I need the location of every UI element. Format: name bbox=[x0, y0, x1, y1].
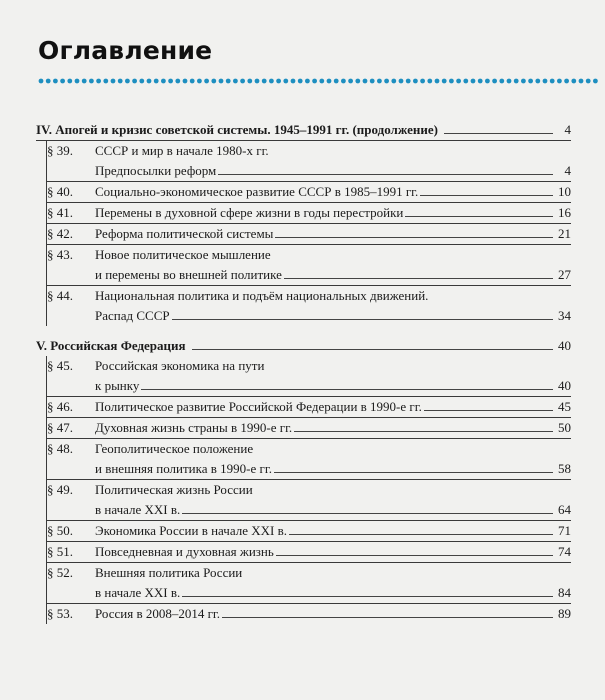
section-heading[interactable] bbox=[36, 336, 571, 356]
divider-dot bbox=[118, 79, 123, 84]
divider-dot bbox=[535, 79, 540, 84]
entry-body bbox=[95, 397, 571, 417]
entry-number: § 48. bbox=[47, 441, 73, 456]
entry-text: СССР и мир в начале 1980-х гг. bbox=[95, 143, 269, 158]
entry-text: Реформа политической системы bbox=[95, 226, 274, 241]
section-page: 40 bbox=[558, 338, 571, 353]
dot-leader bbox=[444, 133, 553, 134]
entry-number: § 42. bbox=[47, 226, 73, 241]
divider-dot bbox=[514, 79, 519, 84]
entry-line bbox=[95, 604, 571, 624]
divider-dot bbox=[348, 79, 353, 84]
divider-dot bbox=[240, 79, 245, 84]
entry-page: 21 bbox=[558, 226, 571, 241]
divider-dot bbox=[557, 79, 562, 84]
divider-dot bbox=[319, 79, 324, 84]
entry-line bbox=[95, 182, 571, 202]
toc-entry[interactable] bbox=[47, 520, 571, 541]
entry-line bbox=[95, 500, 571, 520]
entry-line bbox=[95, 286, 571, 306]
entry-text: к рынку bbox=[95, 378, 140, 393]
divider-dot bbox=[377, 79, 382, 84]
divider-dot bbox=[168, 79, 173, 84]
divider-dot bbox=[96, 79, 101, 84]
entry-number: § 51. bbox=[47, 544, 73, 559]
entry-page: 10 bbox=[558, 184, 571, 199]
entry-line bbox=[95, 265, 571, 285]
divider-dot bbox=[334, 79, 339, 84]
divider-dot bbox=[154, 79, 159, 84]
divider-dot bbox=[391, 79, 396, 84]
divider-dot bbox=[341, 79, 346, 84]
divider-dot bbox=[363, 79, 368, 84]
toc-entry[interactable] bbox=[47, 202, 571, 223]
entry-page: 40 bbox=[558, 378, 571, 393]
divider-dot bbox=[413, 79, 418, 84]
entry-number: § 47. bbox=[47, 420, 73, 435]
divider-dot bbox=[219, 79, 224, 84]
section-heading[interactable] bbox=[36, 120, 571, 141]
dot-leader bbox=[222, 617, 553, 618]
divider-dot bbox=[132, 79, 137, 84]
entry-text: Повседневная и духовная жизнь bbox=[95, 544, 274, 559]
entry-number: § 41. bbox=[47, 205, 73, 220]
divider-dot bbox=[60, 79, 65, 84]
entry-page: 74 bbox=[558, 544, 571, 559]
divider-dot bbox=[571, 79, 576, 84]
entry-page: 34 bbox=[558, 308, 571, 323]
entry-page: 4 bbox=[564, 163, 571, 178]
entry-text: Социально-экономическое развитие СССР в 1985–1991 гг. bbox=[95, 184, 419, 199]
toc-entry[interactable] bbox=[47, 603, 571, 624]
entry-text: Политическая жизнь России bbox=[95, 482, 253, 497]
entry-page: 50 bbox=[558, 420, 571, 435]
dot-leader bbox=[420, 195, 553, 196]
divider-dot bbox=[327, 79, 332, 84]
entry-line bbox=[95, 306, 571, 326]
entry-number: § 50. bbox=[47, 523, 73, 538]
entry-body bbox=[95, 203, 571, 223]
divider-dot bbox=[233, 79, 238, 84]
divider-dot bbox=[283, 79, 288, 84]
toc-entry[interactable] bbox=[47, 541, 571, 562]
divider-dot bbox=[463, 79, 468, 84]
entry-body bbox=[95, 604, 571, 624]
toc-entry[interactable] bbox=[47, 244, 571, 285]
divider-dot bbox=[406, 79, 411, 84]
divider-dot bbox=[298, 79, 303, 84]
divider-dot bbox=[435, 79, 440, 84]
entry-line bbox=[95, 245, 571, 265]
entry-body bbox=[95, 480, 571, 520]
dot-leader bbox=[289, 534, 553, 535]
entry-body bbox=[95, 245, 571, 285]
entry-text: Перемены в духовной сфере жизни в годы перестройки bbox=[95, 205, 404, 220]
entry-line bbox=[95, 224, 571, 244]
divider-dot bbox=[111, 79, 116, 84]
divider-dot bbox=[442, 79, 447, 84]
toc-entry[interactable] bbox=[47, 141, 571, 181]
entry-page: 16 bbox=[558, 205, 571, 220]
divider-dot bbox=[175, 79, 180, 84]
entry-page: 58 bbox=[558, 461, 571, 476]
entry-text: в начале XXI в. bbox=[95, 585, 181, 600]
entry-number: § 53. bbox=[47, 606, 73, 621]
entry-body bbox=[95, 563, 571, 603]
entry-body bbox=[95, 286, 571, 326]
toc-entry[interactable] bbox=[47, 417, 571, 438]
divider-dot bbox=[46, 79, 51, 84]
entry-text: в начале XXI в. bbox=[95, 502, 181, 517]
divider-dot bbox=[67, 79, 72, 84]
dot-leader bbox=[275, 237, 553, 238]
dot-leader bbox=[141, 389, 553, 390]
entry-line bbox=[95, 376, 571, 396]
entry-text: Новое политическое мышление bbox=[95, 247, 271, 262]
divider-dot bbox=[305, 79, 310, 84]
divider-dot bbox=[103, 79, 108, 84]
entry-page: 45 bbox=[558, 399, 571, 414]
entry-body bbox=[95, 141, 571, 181]
entry-text: и внешняя политика в 1990-е гг. bbox=[95, 461, 272, 476]
divider-dot bbox=[312, 79, 317, 84]
divider-dot bbox=[204, 79, 209, 84]
divider-dot bbox=[579, 79, 584, 84]
entry-line bbox=[95, 418, 571, 438]
toc-entry[interactable] bbox=[47, 356, 571, 396]
dot-leader bbox=[405, 216, 553, 217]
divider-dot bbox=[427, 79, 432, 84]
dot-leader bbox=[276, 555, 553, 556]
divider-dot bbox=[370, 79, 375, 84]
divider-dot bbox=[247, 79, 252, 84]
divider-dot bbox=[456, 79, 461, 84]
section-title: IV. Апогей и кризис советской системы. 1945–1991 гг. (продолжение) bbox=[36, 122, 438, 137]
divider-dot bbox=[197, 79, 202, 84]
entry-number: § 39. bbox=[47, 143, 73, 158]
divider-dot bbox=[485, 79, 490, 84]
divider-dot bbox=[125, 79, 130, 84]
entry-body bbox=[95, 224, 571, 244]
divider-dot bbox=[528, 79, 533, 84]
entry-page: 89 bbox=[558, 606, 571, 621]
divider-dot bbox=[183, 79, 188, 84]
entry-text: Россия в 2008–2014 гг. bbox=[95, 606, 221, 621]
table-of-contents bbox=[36, 120, 571, 624]
section-gap bbox=[36, 326, 571, 336]
entry-text: Духовная жизнь страны в 1990-е гг. bbox=[95, 420, 293, 435]
divider-dot bbox=[53, 79, 58, 84]
divider-dot bbox=[355, 79, 360, 84]
entry-page: 71 bbox=[558, 523, 571, 538]
dot-leader bbox=[218, 174, 553, 175]
divider-dot bbox=[147, 79, 152, 84]
dot-leader bbox=[172, 319, 553, 320]
dot-leader bbox=[294, 431, 553, 432]
divider-dot bbox=[478, 79, 483, 84]
divider-dot bbox=[420, 79, 425, 84]
toc-entry[interactable] bbox=[47, 285, 571, 326]
entry-text: Внешняя политика России bbox=[95, 565, 243, 580]
section-title: V. Российская Федерация bbox=[36, 338, 186, 353]
toc-entry[interactable] bbox=[47, 562, 571, 603]
divider-dot bbox=[449, 79, 454, 84]
entry-text: Предпосылки реформ bbox=[95, 163, 217, 178]
dot-leader bbox=[182, 513, 553, 514]
divider-dot bbox=[492, 79, 497, 84]
entry-text: и перемены во внешней политике bbox=[95, 267, 282, 282]
entry-line bbox=[95, 459, 571, 479]
divider-dot bbox=[593, 79, 598, 84]
divider-dot bbox=[161, 79, 166, 84]
divider-dot bbox=[550, 79, 555, 84]
section-page: 4 bbox=[564, 122, 571, 137]
page-title: Оглавление bbox=[38, 36, 213, 65]
divider-dot bbox=[89, 79, 94, 84]
divider-dot bbox=[543, 79, 548, 84]
divider-dot bbox=[269, 79, 274, 84]
entry-line bbox=[95, 356, 571, 376]
divider-dot bbox=[190, 79, 195, 84]
dot-leader bbox=[274, 472, 553, 473]
toc-entry[interactable] bbox=[47, 223, 571, 244]
dot-leader bbox=[182, 596, 553, 597]
divider-dot bbox=[75, 79, 80, 84]
entry-line bbox=[95, 397, 571, 417]
entry-text: Российская экономика на пути bbox=[95, 358, 265, 373]
divider-dot bbox=[399, 79, 404, 84]
entry-body bbox=[95, 521, 571, 541]
entry-line bbox=[95, 521, 571, 541]
divider-dot bbox=[255, 79, 260, 84]
toc-entry[interactable] bbox=[47, 438, 571, 479]
entry-page: 64 bbox=[558, 502, 571, 517]
entry-number: § 45. bbox=[47, 358, 73, 373]
entry-line bbox=[95, 439, 571, 459]
divider-dot bbox=[82, 79, 87, 84]
entry-line bbox=[95, 583, 571, 603]
entry-number: § 46. bbox=[47, 399, 73, 414]
section-items bbox=[46, 356, 571, 624]
entry-line bbox=[95, 161, 571, 181]
entry-number: § 49. bbox=[47, 482, 73, 497]
entry-text: Распад СССР bbox=[95, 308, 170, 323]
entry-text: Геополитическое положение bbox=[95, 441, 254, 456]
divider-dot bbox=[276, 79, 281, 84]
dot-leader bbox=[192, 349, 553, 350]
entry-number: § 44. bbox=[47, 288, 73, 303]
entry-line bbox=[95, 563, 571, 583]
entry-text: Национальная политика и подъём национальных движений. bbox=[95, 288, 429, 303]
divider-dot bbox=[291, 79, 296, 84]
entry-line bbox=[95, 542, 571, 562]
toc-entry[interactable] bbox=[47, 479, 571, 520]
divider-dot bbox=[564, 79, 569, 84]
toc-entry[interactable] bbox=[47, 181, 571, 202]
divider-dot bbox=[139, 79, 144, 84]
entry-page: 84 bbox=[558, 585, 571, 600]
divider-dot bbox=[499, 79, 504, 84]
entry-line bbox=[95, 141, 571, 161]
entry-page: 27 bbox=[558, 267, 571, 282]
entry-number: § 52. bbox=[47, 565, 73, 580]
divider-dot bbox=[586, 79, 591, 84]
dot-leader bbox=[284, 278, 553, 279]
entry-number: § 43. bbox=[47, 247, 73, 262]
entry-body bbox=[95, 182, 571, 202]
divider-dot bbox=[39, 79, 44, 84]
divider-dot bbox=[226, 79, 231, 84]
entry-line bbox=[95, 480, 571, 500]
divider-dot bbox=[521, 79, 526, 84]
entry-text: Политическое развитие Российской Федерации в 1990-е гг. bbox=[95, 399, 422, 414]
entry-text: Экономика России в начале XXI в. bbox=[95, 523, 287, 538]
section-items bbox=[46, 141, 571, 326]
divider-dot bbox=[471, 79, 476, 84]
divider-dot bbox=[507, 79, 512, 84]
divider-dot bbox=[384, 79, 389, 84]
divider-dot bbox=[262, 79, 267, 84]
toc-entry[interactable] bbox=[47, 396, 571, 417]
dot-leader bbox=[424, 410, 553, 411]
entry-body bbox=[95, 439, 571, 479]
entry-number: § 40. bbox=[47, 184, 73, 199]
entry-body bbox=[95, 356, 571, 396]
dotted-divider bbox=[38, 78, 598, 84]
entry-body bbox=[95, 542, 571, 562]
divider-dot bbox=[211, 79, 216, 84]
entry-line bbox=[95, 203, 571, 223]
entry-body bbox=[95, 418, 571, 438]
